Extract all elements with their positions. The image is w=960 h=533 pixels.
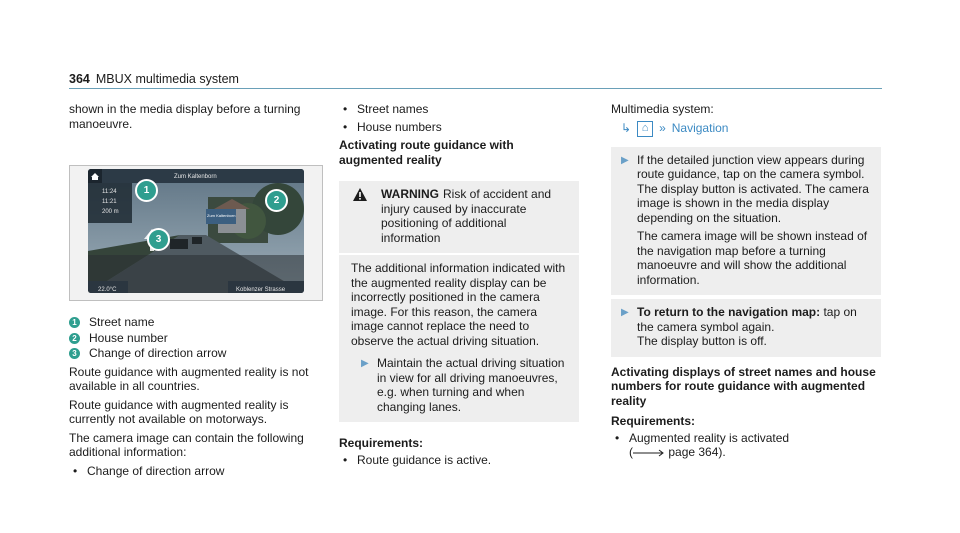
paragraph-additional-info: The camera image can contain the following additional information: <box>69 430 304 459</box>
header-text <box>69 72 239 86</box>
legend-item <box>69 346 309 361</box>
travel-time: 11:21 <box>102 199 117 205</box>
step-2-note: The display button is off. <box>637 334 767 348</box>
step-2-bold: To return to the navigation map: <box>637 305 821 319</box>
camera-image <box>88 169 304 293</box>
requirements-heading: Requirements: <box>339 436 424 450</box>
list-item: • Augmented reality is activated ( page 364). <box>611 431 881 460</box>
warning-header <box>339 181 579 255</box>
column-1 <box>69 102 309 481</box>
step-2 <box>611 299 881 357</box>
warning-label: WARNING <box>381 187 439 201</box>
camera-figure <box>69 165 323 301</box>
step-1-note: The camera image will be shown instead of the navigation map before a turning manoeuvre and will show the additional information. <box>637 229 868 287</box>
home-icon: ⌂ <box>637 121 653 137</box>
step-2-rest: tap on the camera symbol again. <box>637 305 857 334</box>
street-label: Koblenzer Strasse <box>236 287 286 293</box>
requirements-list <box>339 453 579 468</box>
column-3 <box>611 102 881 463</box>
callout-1: 1 <box>135 179 158 202</box>
legend-number: 2 <box>69 333 80 344</box>
destination-label: Zum Kaltenborn <box>174 174 217 180</box>
path-arrow-icon: ↳ <box>621 121 632 136</box>
chevron-icon: » <box>659 121 666 136</box>
menu-path <box>621 121 881 137</box>
column-2 <box>339 102 579 470</box>
legend-item <box>69 315 309 330</box>
temperature: 22.0°C <box>98 287 117 293</box>
requirements-list-2 <box>611 431 881 460</box>
page-number: 364 <box>69 72 90 86</box>
intro-text: shown in the media display before a turning manoeuvre. <box>69 102 301 131</box>
legend-item <box>69 331 309 346</box>
callout-3: 3 <box>147 228 170 251</box>
requirement-text: Augmented reality is activated <box>629 430 790 445</box>
step-1-text: If the detailed junction view appears during route guidance, tap on the camera symbol. The display button is activated. The camera image is shown in the media display depending on the situation. <box>637 152 869 225</box>
legend-text: Change of direction arrow <box>89 346 227 360</box>
paragraph-motorways: Route guidance with augmented reality is currently not available on motorways. <box>69 397 289 426</box>
legend-number: 3 <box>69 348 80 359</box>
step-1 <box>611 147 881 296</box>
warning-risk: Risk of accident and injury caused by inaccurate positioning of additional information <box>381 187 552 245</box>
menu-lead: Multimedia system: <box>611 102 714 116</box>
legend-text: Street name <box>89 315 155 329</box>
distance: 200 m <box>102 209 119 215</box>
section-heading-2: Activating displays of street names and house numbers for route guidance with augmented reality <box>611 364 876 408</box>
warning-explanation: The additional information indicated with the augmented reality display can be incorrectly positioned in the camera image. For this reason, the camera image cannot replace the need to observe the actual driving situation. <box>351 261 566 348</box>
step-arrow-icon: ▶ <box>621 307 629 318</box>
list-item: • House numbers <box>339 120 579 135</box>
page-ref-arrow-icon <box>633 449 665 457</box>
arrival-time: 11:24 <box>102 189 117 195</box>
section-heading: Activating route guidance with augmented reality <box>339 138 514 167</box>
additional-info-list <box>69 464 309 479</box>
header-rule <box>69 88 882 89</box>
step-arrow-icon: ▶ <box>621 154 629 166</box>
additional-info-list-cont <box>339 102 579 134</box>
warning-box <box>339 181 579 422</box>
action-arrow-icon: ▶ <box>361 358 369 369</box>
step-2-text <box>637 305 871 334</box>
street-sign-small: Zum Kaltenborn <box>206 209 236 224</box>
header-title: MBUX multimedia system <box>95 72 239 86</box>
legend-text: House number <box>89 330 168 345</box>
warning-action <box>351 356 569 414</box>
requirements-heading-2: Requirements: <box>611 414 696 428</box>
path-navigation: Navigation <box>671 121 729 136</box>
action-text: Maintain the actual driving situation in view for all driving manoeuvres, e.g. when turning and when changing lanes. <box>377 356 565 414</box>
paragraph-availability: Route guidance with augmented reality is not available in all countries. <box>69 364 309 393</box>
list-item: • Street names <box>339 102 579 117</box>
figure-legend <box>69 315 309 361</box>
camera-screen <box>88 169 304 293</box>
page-ref[interactable]: page 364). <box>668 445 726 459</box>
warning-body <box>339 255 579 422</box>
warning-text <box>351 187 569 245</box>
list-item: • Route guidance is active. <box>339 453 579 468</box>
callout-2: 2 <box>265 189 288 212</box>
list-item: • Change of direction arrow <box>69 464 309 479</box>
warning-icon <box>353 188 367 205</box>
legend-number: 1 <box>69 317 80 328</box>
